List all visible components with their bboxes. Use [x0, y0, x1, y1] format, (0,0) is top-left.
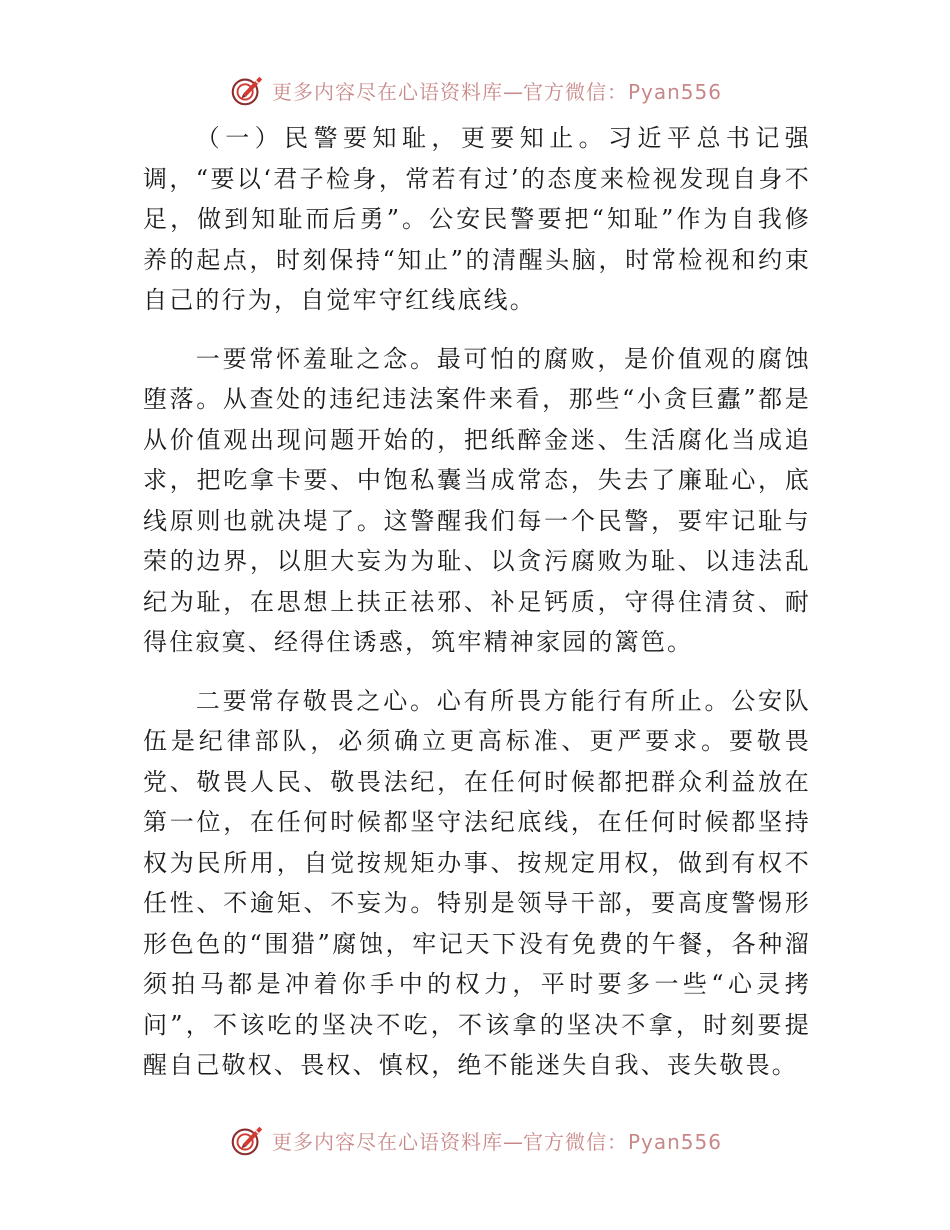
paragraph-heading-section-one: （一）民警要知耻，更要知止。习近平总书记强调，“要以‘君子检身，常若有过’的态度来检视发现自身不足，做到知耻而后勇”。公安民警要把“知耻”作为自我修养的起点，时刻保持“知止”的清醒头脑，时常检视和约束自己的行为，自觉牢守红线底线。: [143, 124, 811, 314]
top-watermark-banner: [0, 68, 950, 112]
watermark-text: 更多内容尽在心语资料库—官方微信：Pyan556: [271, 1129, 722, 1154]
document-body: [143, 118, 811, 1104]
pen-nib-logo-icon: [228, 71, 266, 109]
paragraph-point-one: 一要常怀羞耻之念。最可怕的腐败，是价值观的腐蚀堕落。从查处的违纪违法案件来看，那些“小贪巨蠹”都是从价值观出现问题开始的，把纸醉金迷、生活腐化当成追求，把吃拿卡要、中饱私囊当成常态，失去了廉耻心，底线原则也就决堤了。这警醒我们每一个民警，要牢记耻与荣的边界，以胆大妄为为耻、以贪污腐败为耻、以违法乱纪为耻，在思想上扶正祛邪、补足钙质，守得住清贫、耐得住寂寞、经得住诱惑，筑牢精神家园的篱笆。: [143, 344, 811, 656]
paragraph-point-two: 二要常存敬畏之心。心有所畏方能行有所止。公安队伍是纪律部队，必须确立更高标准、更严要求。要敬畏党、敬畏人民、敬畏法纪，在任何时候都把群众利益放在第一位，在任何时候都坚守法纪底线，在任何时候都坚持权为民所用，自觉按规矩办事、按规定用权，做到有权不任性、不逾矩、不妄为。特别是领导干部，要高度警惕形形色色的“围猎”腐蚀，牢记天下没有免费的午餐，各种溜须拍马都是冲着你手中的权力，平时要多一些“心灵拷问”，不该吃的坚决不吃，不该拿的坚决不拿，时刻要提醒自己敬权、畏权、慎权，绝不能迷失自我、丧失敬畏。: [143, 686, 811, 1079]
watermark-text: 更多内容尽在心语资料库—官方微信：Pyan556: [271, 79, 722, 104]
bottom-watermark-banner: [0, 1118, 950, 1162]
pen-nib-logo-icon: [228, 1121, 266, 1159]
